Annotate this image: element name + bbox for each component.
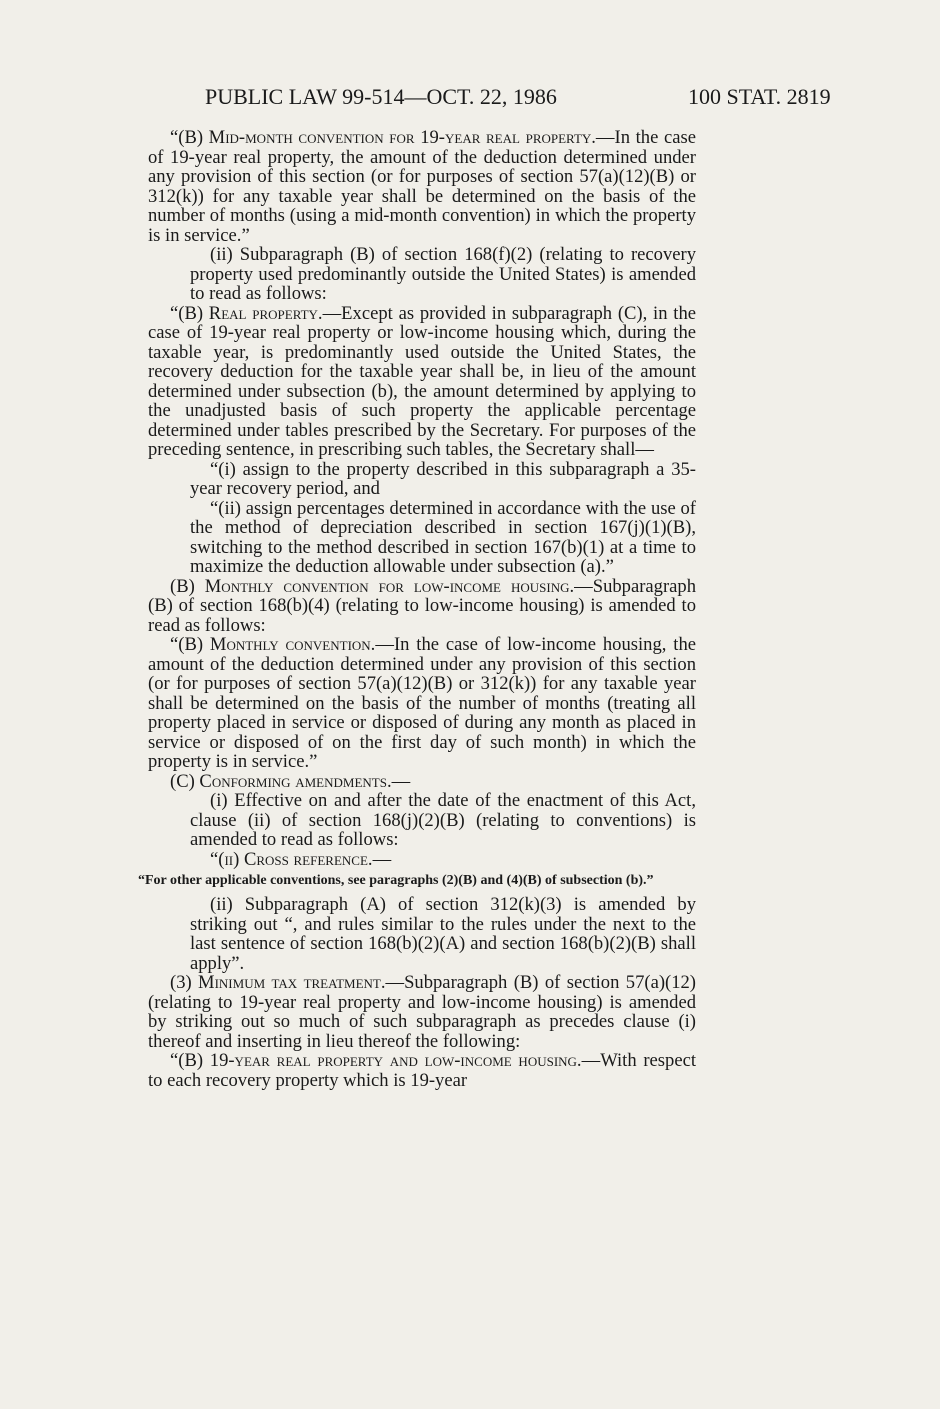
paragraph-heading: “(B) 19-year real property and low-income housing.	[170, 1050, 582, 1071]
statute-page: 100 STAT. 2819	[688, 84, 831, 109]
paragraph-text: —With respect to each recovery property which is 19-year	[148, 1050, 696, 1091]
paragraph-text: —In the case of 19-year real property, the amount of the deduction determined under any provision of this section (or for purposes of section 57(a)(12)(B) or 312(k)) for any taxable year shall be determined on the basis of the number of months (using a mid-month convention) in which the property is in service.”	[148, 127, 696, 246]
paragraph-text: (i) Effective on and after the date of the enactment of this Act, clause (ii) of section 168(j)(2)(B) (relating to conventions) is amended to read as follows:	[190, 790, 696, 850]
law-citation: PUBLIC LAW 99-514—OCT. 22, 1986	[205, 84, 557, 109]
paragraph	[148, 973, 696, 1051]
paragraph-heading: (B) Monthly convention for low-income housing.	[170, 575, 575, 597]
paragraph	[148, 245, 696, 304]
paragraph	[148, 895, 696, 973]
paragraph-text: —Except as provided in subparagraph (C), in the case of 19-year real property or low-income housing which, during the taxable year, is predominantly used outside the United States, the recovery deduction for the taxable year shall be, in lieu of the amount determined under subsection (b), the amount determined by applying to the unadjusted basis of such property the applicable percentage determined under tables prescribed by the Secretary. For purposes of the preceding sentence, in prescribing such tables, the Secretary shall—	[148, 302, 696, 460]
paragraph-heading: “(B) Monthly convention.	[170, 634, 376, 655]
paragraph-text: —In the case of low-income housing, the amount of the deduction determined under any provision of this section (or for purposes of section 57(a)(12)(B) or 312(k)) for any taxable year shall be determined on the basis of the number of months (treating all property placed in service or disposed of during any month as placed in service or disposed of on the first day of such month) in which the property is in service.”	[148, 634, 696, 772]
paragraph-heading: “(B) Mid-month convention for 19-year real property.	[170, 127, 596, 148]
document-body	[138, 127, 696, 1091]
cross-reference-note	[138, 873, 696, 889]
paragraph-text: “For other applicable conventions, see paragraphs (2)(B) and (4)(B) of subsection (b).”	[138, 873, 654, 888]
paragraph-text: —	[391, 770, 411, 792]
paragraph-heading: (3) Minimum tax treatment.	[170, 972, 386, 993]
page-header	[0, 84, 940, 116]
paragraph-text: —	[372, 848, 392, 870]
paragraph-text: “(ii) assign percentages determined in accordance with the use of the method of depreciation described in section 167(j)(1)(B), switching to the method described in section 167(b)(1) at a time to maximize the deduction allowable under subsection (a).”	[190, 497, 696, 577]
paragraph	[148, 791, 696, 850]
paragraph-heading: (C) Conforming amendments.	[170, 770, 392, 792]
paragraph	[148, 304, 696, 460]
paragraph	[148, 577, 696, 636]
paragraph	[148, 128, 696, 245]
paragraph	[148, 772, 696, 792]
paragraph	[148, 460, 696, 499]
paragraph-text: —Subparagraph (B) of section 57(a)(12) (relating to 19-year real property and low-income housing) is amended by striking out so much of such subparagraph as precedes clause (i) thereof and inserting in lieu thereof the following:	[148, 972, 696, 1052]
paragraph-text: (ii) Subparagraph (B) of section 168(f)(2) (relating to recovery property used predominantly outside the United States) is amended to read as follows:	[190, 244, 696, 304]
paragraph-text: “(i) assign to the property described in this subparagraph a 35-year recovery period, and	[190, 458, 696, 499]
paragraph-text: (ii) Subparagraph (A) of section 312(k)(3) is amended by striking out “, and rules similar to the rules under the next to the last sentence of section 168(b)(2)(A) and section 168(b)(2)(B) shall apply”.	[190, 894, 696, 974]
paragraph	[148, 1051, 696, 1090]
paragraph-heading: “(ii) Cross reference.	[210, 848, 373, 870]
paragraph-text: —Subparagraph (B) of section 168(b)(4) (relating to low-income housing) is amended to read as follows:	[148, 575, 696, 636]
paragraph	[148, 635, 696, 772]
paragraph	[148, 850, 696, 870]
paragraph-heading: “(B) Real property.	[170, 302, 323, 324]
paragraph	[148, 499, 696, 577]
